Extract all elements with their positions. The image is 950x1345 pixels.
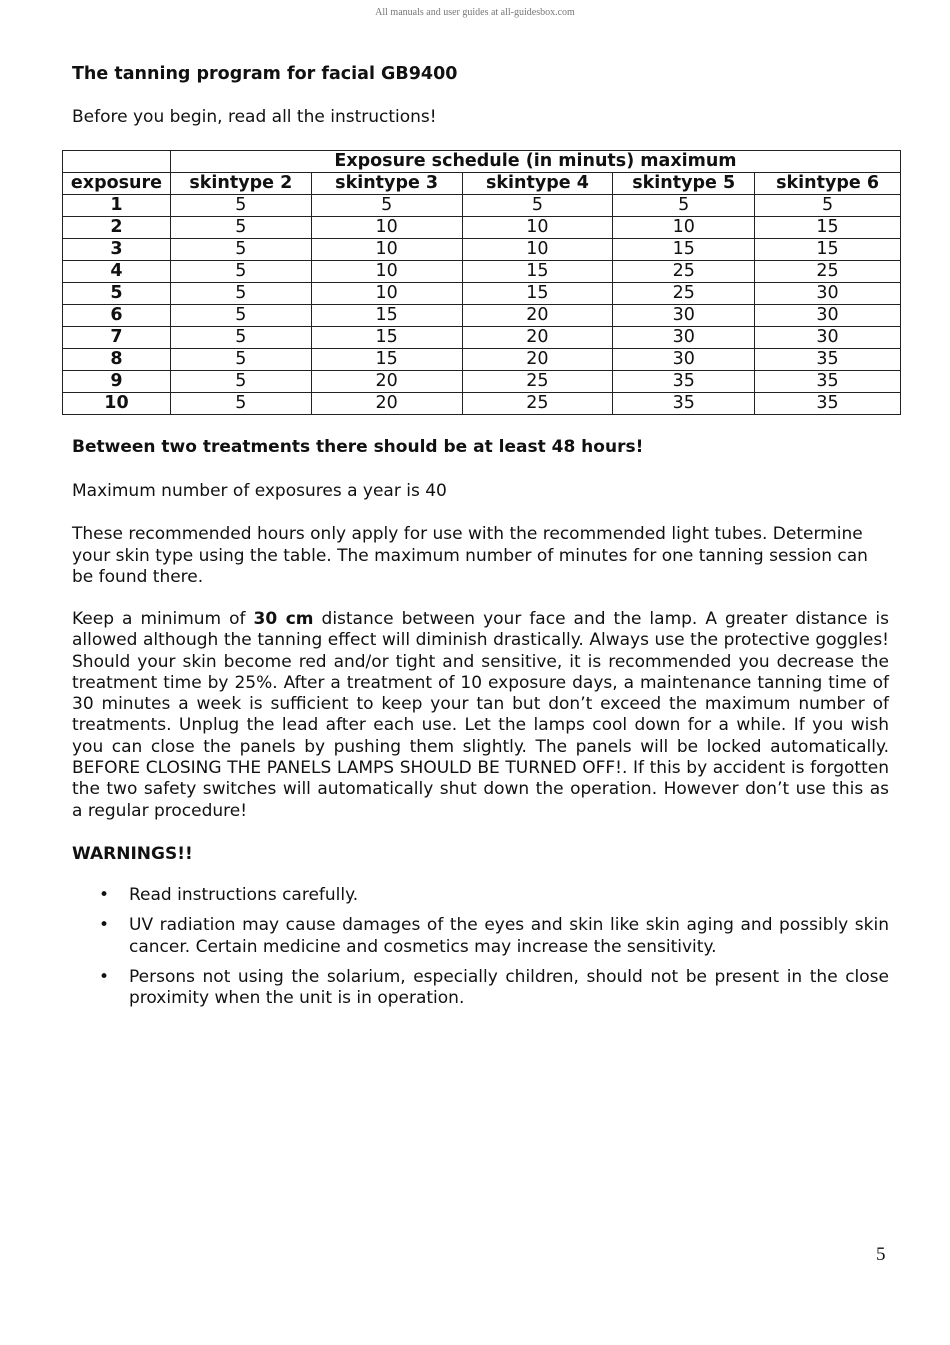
minutes-cell: 5	[170, 393, 311, 415]
exposure-number-cell: 9	[63, 371, 171, 393]
exposure-schedule-table	[62, 150, 901, 415]
minutes-cell: 15	[613, 239, 755, 261]
page-title: The tanning program for facial GB9400	[72, 64, 458, 84]
bullet-icon: •	[99, 915, 110, 936]
warnings-heading: WARNINGS!!	[72, 844, 193, 864]
minutes-cell: 15	[462, 283, 613, 305]
minutes-cell: 15	[311, 327, 462, 349]
minutes-cell: 10	[311, 239, 462, 261]
warning-text: Persons not using the solarium, especially children, should not be present in the close proximity when the unit is in operation.	[129, 966, 889, 1009]
minutes-cell: 5	[170, 327, 311, 349]
minutes-cell: 20	[462, 349, 613, 371]
distance-instructions-paragraph	[72, 609, 889, 822]
table-row	[63, 261, 901, 283]
minutes-cell: 5	[170, 283, 311, 305]
table-row	[63, 239, 901, 261]
warnings-list	[72, 885, 889, 1018]
warning-item	[72, 967, 889, 1010]
minutes-cell: 5	[613, 195, 755, 217]
recommended-hours-paragraph: These recommended hours only apply for use with the recommended light tubes. Determine your skin type using the table. The maximum number of minutes for one tanning session can be found there.	[72, 524, 868, 587]
table-caption: Exposure schedule (in minuts) maximum	[170, 151, 900, 173]
minutes-cell: 20	[311, 393, 462, 415]
exposure-number-cell: 8	[63, 349, 171, 371]
table-corner-cell	[63, 151, 171, 173]
minutes-cell: 20	[462, 327, 613, 349]
max-exposures-note: Maximum number of exposures a year is 40	[72, 481, 447, 501]
minutes-cell: 5	[462, 195, 613, 217]
minutes-cell: 10	[462, 217, 613, 239]
table-row	[63, 195, 901, 217]
table-row	[63, 305, 901, 327]
intro-text: Before you begin, read all the instructions!	[72, 107, 437, 127]
minutes-cell: 35	[613, 393, 755, 415]
minutes-cell: 10	[311, 261, 462, 283]
minutes-cell: 5	[170, 349, 311, 371]
minutes-cell: 5	[170, 261, 311, 283]
distance-value: 30 cm	[253, 609, 314, 629]
page-number: 5	[876, 1244, 886, 1265]
exposure-number-cell: 2	[63, 217, 171, 239]
minutes-cell: 5	[170, 305, 311, 327]
minutes-cell: 25	[462, 371, 613, 393]
exposure-number-cell: 10	[63, 393, 171, 415]
table-row	[63, 327, 901, 349]
column-header-skintype-2: skintype 2	[170, 173, 311, 195]
minutes-cell: 35	[755, 393, 901, 415]
column-header-skintype-4: skintype 4	[462, 173, 613, 195]
exposure-number-cell: 4	[63, 261, 171, 283]
minutes-cell: 35	[613, 371, 755, 393]
bullet-icon: •	[99, 966, 110, 987]
exposure-number-cell: 1	[63, 195, 171, 217]
minutes-cell: 15	[462, 261, 613, 283]
minutes-cell: 35	[755, 349, 901, 371]
minutes-cell: 20	[311, 371, 462, 393]
table-row	[63, 283, 901, 305]
minutes-cell: 15	[755, 217, 901, 239]
minutes-cell: 25	[613, 283, 755, 305]
exposure-number-cell: 7	[63, 327, 171, 349]
minutes-cell: 20	[462, 305, 613, 327]
table-row	[63, 349, 901, 371]
column-header-exposure: exposure	[63, 173, 171, 195]
treatment-interval-note: Between two treatments there should be at least 48 hours!	[72, 437, 644, 457]
minutes-cell: 35	[755, 371, 901, 393]
bullet-icon: •	[99, 885, 110, 905]
minutes-cell: 10	[311, 217, 462, 239]
minutes-cell: 5	[170, 195, 311, 217]
minutes-cell: 25	[755, 261, 901, 283]
minutes-cell: 30	[755, 305, 901, 327]
minutes-cell: 5	[170, 217, 311, 239]
exposure-number-cell: 5	[63, 283, 171, 305]
warning-text: Read instructions carefully.	[129, 885, 359, 905]
minutes-cell: 30	[613, 327, 755, 349]
exposure-number-cell: 6	[63, 305, 171, 327]
minutes-cell: 15	[311, 349, 462, 371]
paragraph-text: distance between your face and the lamp. A greater distance is allowed although the tanning effect will diminish drastically. Always use the protective goggles! Should your skin become red and/or tight and sensitive, it is recommended you decrease the treatment time by 25%. After a treatment of 10 exposure days, a maintenance tanning time of 30 minutes a week is sufficient to keep your tan but don’t exceed the maximum number of treatments. Unplug the lead after each use. Let the lamps cool down for a while. If you wish you can close the panels by pushing them slightly. The panels will be locked automatically. BEFORE CLOSING THE PANELS LAMPS SHOULD BE TURNED OFF!. If this by accident is forgotten the two safety switches will automatically shut down the operation. However don’t use this as a regular procedure!	[72, 609, 890, 821]
column-header-skintype-3: skintype 3	[311, 173, 462, 195]
minutes-cell: 25	[462, 393, 613, 415]
warning-item	[72, 915, 889, 958]
table-row	[63, 393, 901, 415]
table-row	[63, 371, 901, 393]
minutes-cell: 30	[613, 305, 755, 327]
minutes-cell: 5	[170, 371, 311, 393]
paragraph-text: Keep a minimum of	[72, 609, 254, 629]
minutes-cell: 5	[311, 195, 462, 217]
minutes-cell: 15	[311, 305, 462, 327]
minutes-cell: 30	[613, 349, 755, 371]
minutes-cell: 10	[613, 217, 755, 239]
minutes-cell: 10	[462, 239, 613, 261]
minutes-cell: 30	[755, 283, 901, 305]
minutes-cell: 10	[311, 283, 462, 305]
column-header-skintype-5: skintype 5	[613, 173, 755, 195]
minutes-cell: 5	[755, 195, 901, 217]
minutes-cell: 15	[755, 239, 901, 261]
warning-text: UV radiation may cause damages of the eyes and skin like skin aging and possibly skin cancer. Certain medicine and cosmetics may increase the sensitivity.	[129, 915, 889, 957]
table-header-row	[63, 173, 901, 195]
page-header-source: All manuals and user guides at all-guidesbox.com	[375, 7, 575, 18]
warning-item	[72, 885, 889, 906]
minutes-cell: 25	[613, 261, 755, 283]
table-caption-row	[63, 151, 901, 173]
exposure-number-cell: 3	[63, 239, 171, 261]
table-row	[63, 217, 901, 239]
column-header-skintype-6: skintype 6	[755, 173, 901, 195]
minutes-cell: 5	[170, 239, 311, 261]
minutes-cell: 30	[755, 327, 901, 349]
